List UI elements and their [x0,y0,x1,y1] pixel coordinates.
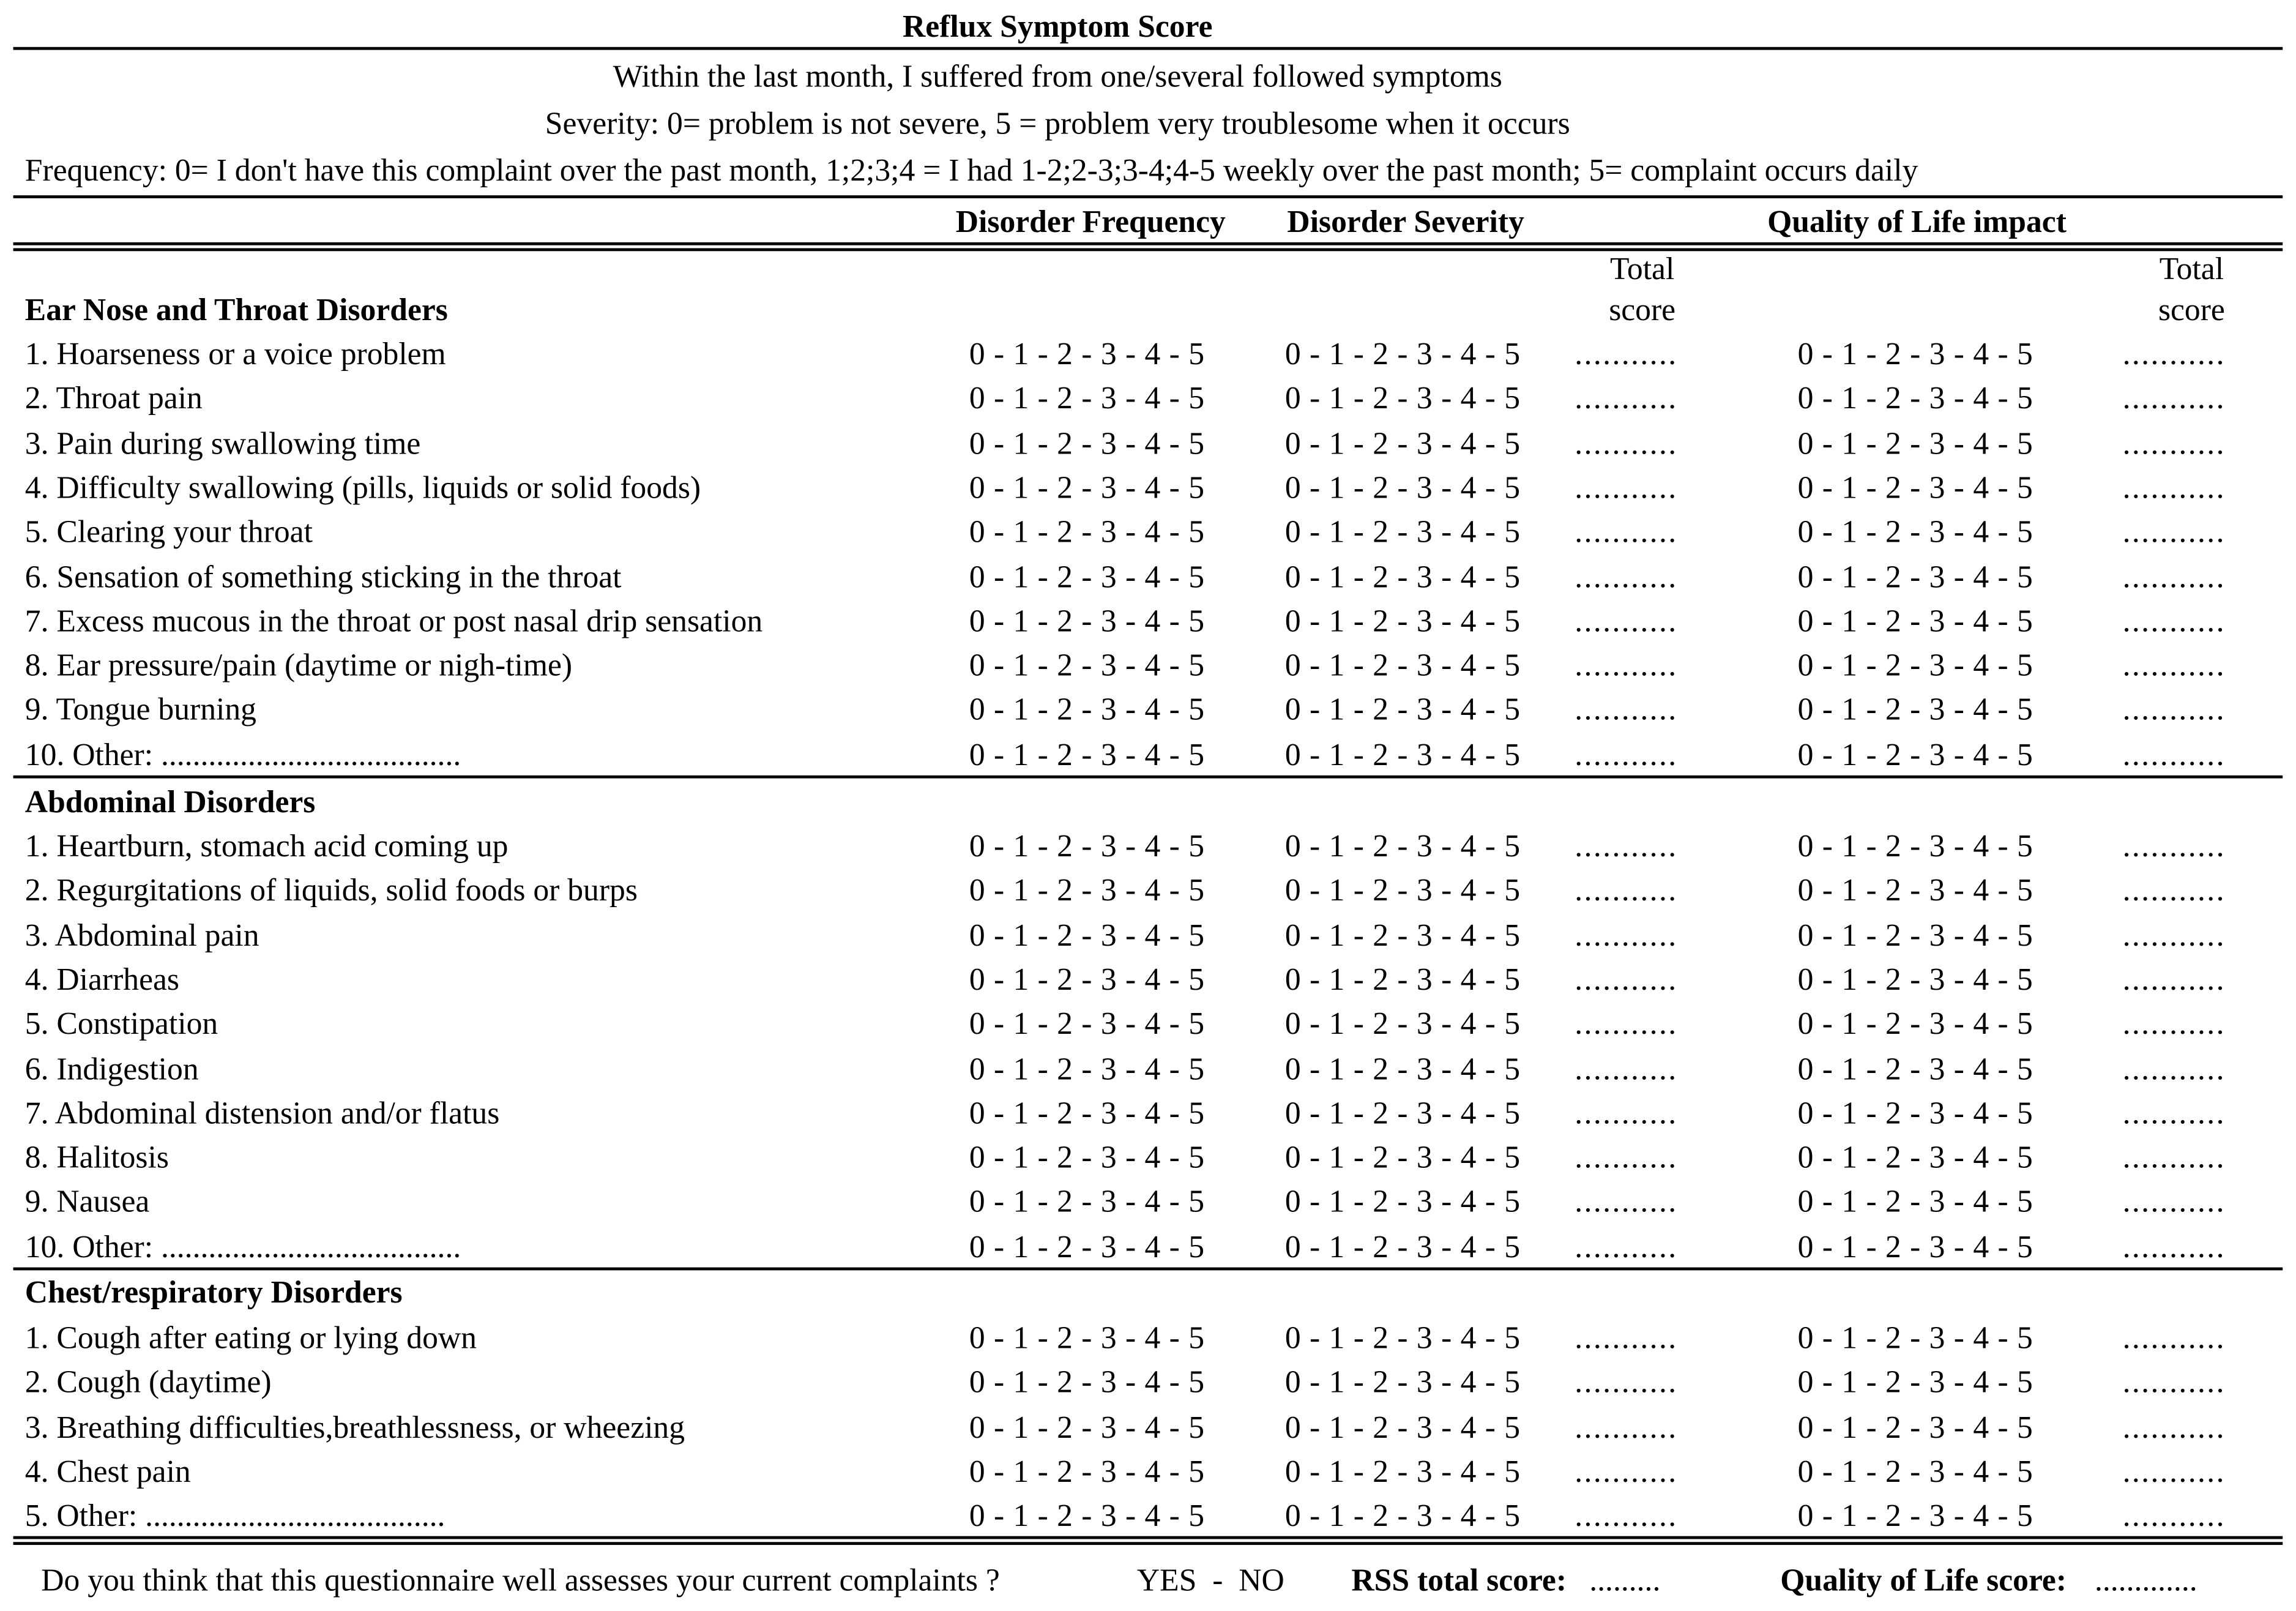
frequency-legend: Frequency: 0= I don't have this complaint over the past month, 1;2;3;4 = I had 1-2;2-3;3-4;4-5 weekly over the past month; 5= complaint occurs daily [24,152,1918,189]
qol-scale[interactable]: 0 - 1 - 2 - 3 - 4 - 5 [1797,648,2033,683]
total-score-blank[interactable]: ........... [1575,425,1678,461]
symptom-row [0,1320,2296,1367]
frequency-scale[interactable]: 0 - 1 - 2 - 3 - 4 - 5 [969,558,1205,594]
frequency-scale[interactable]: 0 - 1 - 2 - 3 - 4 - 5 [969,1409,1205,1445]
qol-scale[interactable]: 0 - 1 - 2 - 3 - 4 - 5 [1797,1228,2033,1265]
qol-total-score-blank[interactable]: ........... [2122,1498,2226,1534]
severity-scale[interactable]: 0 - 1 - 2 - 3 - 4 - 5 [1284,962,1521,997]
frequency-scale[interactable]: 0 - 1 - 2 - 3 - 4 - 5 [969,1184,1205,1220]
qol-scale[interactable]: 0 - 1 - 2 - 3 - 4 - 5 [1797,1320,2033,1356]
total-score-blank[interactable]: ........... [1575,1006,1678,1042]
header-divider-2 [13,248,2283,250]
severity-scale[interactable]: 0 - 1 - 2 - 3 - 4 - 5 [1284,1050,1521,1086]
frequency-scale[interactable]: 0 - 1 - 2 - 3 - 4 - 5 [969,469,1205,506]
qol-score-blank[interactable]: ............. [2094,1562,2197,1598]
qol-scale[interactable]: 0 - 1 - 2 - 3 - 4 - 5 [1797,872,2033,908]
symptom-label: 7. Excess mucous in the throat or post nasal drip sensation [24,603,763,639]
total-score-header-2-top: Total [2159,251,2224,286]
qol-total-score-blank[interactable]: ........... [2122,1320,2226,1356]
severity-scale[interactable]: 0 - 1 - 2 - 3 - 4 - 5 [1284,1498,1521,1534]
qol-total-score-blank[interactable]: ........... [2122,736,2226,772]
total-score-blank[interactable]: ........... [1575,336,1678,372]
symptom-label: 10. Other: ...................................... [24,1228,461,1265]
qol-scale[interactable]: 0 - 1 - 2 - 3 - 4 - 5 [1797,603,2033,639]
frequency-scale[interactable]: 0 - 1 - 2 - 3 - 4 - 5 [969,692,1205,728]
symptom-row [0,514,2296,561]
qol-total-score-blank[interactable]: ........... [2122,469,2226,506]
severity-scale[interactable]: 0 - 1 - 2 - 3 - 4 - 5 [1284,1140,1521,1175]
total-score-blank[interactable]: ........... [1575,1454,1678,1489]
symptom-row [0,917,2296,964]
section-title: Chest/respiratory Disorders [24,1274,403,1310]
qol-total-score-blank[interactable]: ........... [2122,1184,2226,1220]
severity-scale[interactable]: 0 - 1 - 2 - 3 - 4 - 5 [1284,469,1521,506]
symptom-label: 3. Pain during swallowing time [24,425,421,461]
total-score-blank[interactable]: ........... [1575,1320,1678,1356]
total-score-blank[interactable]: ........... [1575,648,1678,683]
qol-scale[interactable]: 0 - 1 - 2 - 3 - 4 - 5 [1797,1409,2033,1445]
severity-scale[interactable]: 0 - 1 - 2 - 3 - 4 - 5 [1284,1228,1521,1265]
symptom-row [0,1140,2296,1187]
frequency-scale[interactable]: 0 - 1 - 2 - 3 - 4 - 5 [969,1050,1205,1086]
title-divider [13,47,2283,50]
symptom-row [0,1454,2296,1501]
total-score-blank[interactable]: ........... [1575,1498,1678,1534]
qol-total-score-blank[interactable]: ........... [2122,917,2226,953]
qol-scale[interactable]: 0 - 1 - 2 - 3 - 4 - 5 [1797,1364,2033,1400]
symptom-label: 8. Halitosis [24,1140,169,1175]
section-divider [13,776,2283,778]
severity-scale[interactable]: 0 - 1 - 2 - 3 - 4 - 5 [1284,648,1521,683]
symptom-label: 7. Abdominal distension and/or flatus [24,1095,500,1131]
total-score-header-1-top: Total [1609,251,1675,286]
symptom-row [0,469,2296,517]
total-score-blank[interactable]: ........... [1575,1050,1678,1086]
qol-total-score-blank[interactable]: ........... [2122,1140,2226,1175]
symptom-label: 4. Diarrheas [24,962,180,997]
symptom-row [0,648,2296,695]
total-score-blank[interactable]: ........... [1575,603,1678,639]
severity-scale[interactable]: 0 - 1 - 2 - 3 - 4 - 5 [1284,1320,1521,1356]
qol-scale[interactable]: 0 - 1 - 2 - 3 - 4 - 5 [1797,917,2033,953]
severity-scale[interactable]: 0 - 1 - 2 - 3 - 4 - 5 [1284,1364,1521,1400]
frequency-scale[interactable]: 0 - 1 - 2 - 3 - 4 - 5 [969,828,1205,864]
frequency-scale[interactable]: 0 - 1 - 2 - 3 - 4 - 5 [969,381,1205,416]
column-header-qol: Quality of Life impact [1767,204,2067,240]
frequency-scale[interactable]: 0 - 1 - 2 - 3 - 4 - 5 [969,917,1205,953]
qol-scale[interactable]: 0 - 1 - 2 - 3 - 4 - 5 [1797,692,2033,728]
severity-scale[interactable]: 0 - 1 - 2 - 3 - 4 - 5 [1284,425,1521,461]
column-header-severity: Disorder Severity [1287,204,1524,240]
qol-scale[interactable]: 0 - 1 - 2 - 3 - 4 - 5 [1797,1454,2033,1489]
frequency-scale[interactable]: 0 - 1 - 2 - 3 - 4 - 5 [969,962,1205,997]
frequency-scale[interactable]: 0 - 1 - 2 - 3 - 4 - 5 [969,1228,1205,1265]
qol-scale[interactable]: 0 - 1 - 2 - 3 - 4 - 5 [1797,1095,2033,1131]
total-score-blank[interactable]: ........... [1575,1228,1678,1265]
severity-scale[interactable]: 0 - 1 - 2 - 3 - 4 - 5 [1284,603,1521,639]
total-score-blank[interactable]: ........... [1575,962,1678,997]
section-divider [13,1268,2283,1270]
total-score-blank[interactable]: ........... [1575,1364,1678,1400]
symptom-row [0,1095,2296,1142]
severity-scale[interactable]: 0 - 1 - 2 - 3 - 4 - 5 [1284,692,1521,728]
qol-scale[interactable]: 0 - 1 - 2 - 3 - 4 - 5 [1797,736,2033,772]
total-score-blank[interactable]: ........... [1575,1184,1678,1220]
symptom-row [0,692,2296,739]
total-score-header-1-bottom: score [1609,292,1676,328]
total-score-blank[interactable]: ........... [1575,828,1678,864]
frequency-scale[interactable]: 0 - 1 - 2 - 3 - 4 - 5 [969,872,1205,908]
qol-total-score-blank[interactable]: ........... [2122,1454,2226,1489]
qol-total-score-blank[interactable]: ........... [2122,962,2226,997]
symptom-label: 1. Cough after eating or lying down [24,1320,477,1356]
qol-score-label: Quality of Life score: [1780,1562,2067,1598]
qol-scale[interactable]: 0 - 1 - 2 - 3 - 4 - 5 [1797,469,2033,506]
footer-question: Do you think that this questionnaire well assesses your current complaints ? [41,1562,1000,1598]
symptom-label: 1. Heartburn, stomach acid coming up [24,828,509,864]
total-score-blank[interactable]: ........... [1575,872,1678,908]
symptom-label: 9. Nausea [24,1184,150,1220]
qol-total-score-blank[interactable]: ........... [2122,558,2226,594]
frequency-scale[interactable]: 0 - 1 - 2 - 3 - 4 - 5 [969,1095,1205,1131]
symptom-row [0,828,2296,875]
frequency-scale[interactable]: 0 - 1 - 2 - 3 - 4 - 5 [969,1320,1205,1356]
column-header-frequency: Disorder Frequency [955,204,1226,240]
symptom-label: 6. Indigestion [24,1050,199,1086]
severity-scale[interactable]: 0 - 1 - 2 - 3 - 4 - 5 [1284,1095,1521,1131]
qol-scale[interactable]: 0 - 1 - 2 - 3 - 4 - 5 [1797,1184,2033,1220]
qol-total-score-blank[interactable]: ........... [2122,1364,2226,1400]
qol-scale[interactable]: 0 - 1 - 2 - 3 - 4 - 5 [1797,425,2033,461]
footer-divider-1 [13,1536,2283,1539]
qol-total-score-blank[interactable]: ........... [2122,1050,2226,1086]
footer-divider-2 [13,1542,2283,1544]
severity-scale[interactable]: 0 - 1 - 2 - 3 - 4 - 5 [1284,558,1521,594]
frequency-scale[interactable]: 0 - 1 - 2 - 3 - 4 - 5 [969,648,1205,683]
symptom-label: 3. Breathing difficulties,breathlessness, or wheezing [24,1409,685,1445]
page-title: Reflux Symptom Score [903,9,1213,44]
severity-scale[interactable]: 0 - 1 - 2 - 3 - 4 - 5 [1284,1006,1521,1042]
symptom-row [0,381,2296,428]
symptom-label: 8. Ear pressure/pain (daytime or nigh-time) [24,648,573,683]
severity-scale[interactable]: 0 - 1 - 2 - 3 - 4 - 5 [1284,917,1521,953]
frequency-scale[interactable]: 0 - 1 - 2 - 3 - 4 - 5 [969,1140,1205,1175]
frequency-scale[interactable]: 0 - 1 - 2 - 3 - 4 - 5 [969,1498,1205,1534]
qol-scale[interactable]: 0 - 1 - 2 - 3 - 4 - 5 [1797,1498,2033,1534]
qol-total-score-blank[interactable]: ........... [2122,514,2226,550]
qol-scale[interactable]: 0 - 1 - 2 - 3 - 4 - 5 [1797,828,2033,864]
total-score-blank[interactable]: ........... [1575,1409,1678,1445]
severity-scale[interactable]: 0 - 1 - 2 - 3 - 4 - 5 [1284,828,1521,864]
qol-scale[interactable]: 0 - 1 - 2 - 3 - 4 - 5 [1797,381,2033,416]
qol-scale[interactable]: 0 - 1 - 2 - 3 - 4 - 5 [1797,1140,2033,1175]
qol-total-score-blank[interactable]: ........... [2122,603,2226,639]
severity-legend: Severity: 0= problem is not severe, 5 = problem very troublesome when it occurs [545,105,1570,141]
severity-scale[interactable]: 0 - 1 - 2 - 3 - 4 - 5 [1284,1454,1521,1489]
frequency-scale[interactable]: 0 - 1 - 2 - 3 - 4 - 5 [969,336,1205,372]
qol-scale[interactable]: 0 - 1 - 2 - 3 - 4 - 5 [1797,336,2033,372]
qol-total-score-blank[interactable]: ........... [2122,425,2226,461]
severity-scale[interactable]: 0 - 1 - 2 - 3 - 4 - 5 [1284,336,1521,372]
symptom-row [0,872,2296,920]
total-score-blank[interactable]: ........... [1575,558,1678,594]
total-score-blank[interactable]: ........... [1575,692,1678,728]
header-top-divider [13,195,2283,198]
total-score-blank[interactable]: ........... [1575,381,1678,416]
qol-scale[interactable]: 0 - 1 - 2 - 3 - 4 - 5 [1797,1050,2033,1086]
symptom-label: 5. Other: ...................................... [24,1498,445,1534]
qol-scale[interactable]: 0 - 1 - 2 - 3 - 4 - 5 [1797,1006,2033,1042]
frequency-scale[interactable]: 0 - 1 - 2 - 3 - 4 - 5 [969,1364,1205,1400]
symptom-row [0,1409,2296,1456]
qol-total-score-blank[interactable]: ........... [2122,872,2226,908]
symptom-label: 4. Difficulty swallowing (pills, liquids or solid foods) [24,469,701,506]
total-score-header-2-bottom: score [2158,292,2225,328]
severity-scale[interactable]: 0 - 1 - 2 - 3 - 4 - 5 [1284,514,1521,550]
qol-total-score-blank[interactable]: ........... [2122,648,2226,683]
total-score-blank[interactable]: ........... [1575,917,1678,953]
section-title: Ear Nose and Throat Disorders [24,292,448,328]
symptom-row [0,558,2296,606]
symptom-label: 5. Constipation [24,1006,218,1042]
qol-total-score-blank[interactable]: ........... [2122,1409,2226,1445]
total-score-blank[interactable]: ........... [1575,1140,1678,1175]
symptom-row [0,1006,2296,1053]
qol-scale[interactable]: 0 - 1 - 2 - 3 - 4 - 5 [1797,514,2033,550]
qol-total-score-blank[interactable]: ........... [2122,828,2226,864]
qol-total-score-blank[interactable]: ........... [2122,336,2226,372]
total-score-blank[interactable]: ........... [1575,469,1678,506]
total-score-blank[interactable]: ........... [1575,1095,1678,1131]
frequency-scale[interactable]: 0 - 1 - 2 - 3 - 4 - 5 [969,425,1205,461]
rss-total-score-label: RSS total score: [1351,1562,1567,1598]
symptom-label: 4. Chest pain [24,1454,191,1489]
yes-no-answer[interactable]: YES - NO [1136,1562,1284,1598]
frequency-scale[interactable]: 0 - 1 - 2 - 3 - 4 - 5 [969,514,1205,550]
severity-scale[interactable]: 0 - 1 - 2 - 3 - 4 - 5 [1284,381,1521,416]
severity-scale[interactable]: 0 - 1 - 2 - 3 - 4 - 5 [1284,736,1521,772]
symptom-row [0,1050,2296,1097]
qol-scale[interactable]: 0 - 1 - 2 - 3 - 4 - 5 [1797,962,2033,997]
total-score-blank[interactable]: ........... [1575,514,1678,550]
qol-total-score-blank[interactable]: ........... [2122,1228,2226,1265]
qol-total-score-blank[interactable]: ........... [2122,381,2226,416]
severity-scale[interactable]: 0 - 1 - 2 - 3 - 4 - 5 [1284,1409,1521,1445]
header-divider-1 [13,242,2283,245]
section-title: Abdominal Disorders [24,784,316,820]
qol-total-score-blank[interactable]: ........... [2122,692,2226,728]
symptom-row [0,336,2296,383]
symptom-label: 3. Abdominal pain [24,917,259,953]
symptom-row [0,1184,2296,1232]
severity-scale[interactable]: 0 - 1 - 2 - 3 - 4 - 5 [1284,872,1521,908]
symptom-label: 6. Sensation of something sticking in the throat [24,558,622,594]
symptom-label: 5. Clearing your throat [24,514,313,550]
qol-total-score-blank[interactable]: ........... [2122,1006,2226,1042]
symptom-row [0,1498,2296,1546]
severity-scale[interactable]: 0 - 1 - 2 - 3 - 4 - 5 [1284,1184,1521,1220]
symptom-label: 2. Regurgitations of liquids, solid foods or burps [24,872,638,908]
symptom-label: 9. Tongue burning [24,692,256,728]
symptom-label: 2. Cough (daytime) [24,1364,272,1400]
rss-total-score-blank[interactable]: ......... [1589,1562,1661,1598]
symptom-label: 10. Other: ...................................... [24,736,461,772]
symptom-row [0,1364,2296,1411]
total-score-blank[interactable]: ........... [1575,736,1678,772]
intro-line: Within the last month, I suffered from one/several followed symptoms [613,58,1502,94]
frequency-scale[interactable]: 0 - 1 - 2 - 3 - 4 - 5 [969,736,1205,772]
symptom-row [0,603,2296,650]
frequency-scale[interactable]: 0 - 1 - 2 - 3 - 4 - 5 [969,603,1205,639]
qol-scale[interactable]: 0 - 1 - 2 - 3 - 4 - 5 [1797,558,2033,594]
qol-total-score-blank[interactable]: ........... [2122,1095,2226,1131]
symptom-row [0,425,2296,473]
frequency-scale[interactable]: 0 - 1 - 2 - 3 - 4 - 5 [969,1454,1205,1489]
symptom-row [0,962,2296,1009]
symptom-label: 1. Hoarseness or a voice problem [24,336,446,372]
frequency-scale[interactable]: 0 - 1 - 2 - 3 - 4 - 5 [969,1006,1205,1042]
symptom-label: 2. Throat pain [24,381,203,416]
